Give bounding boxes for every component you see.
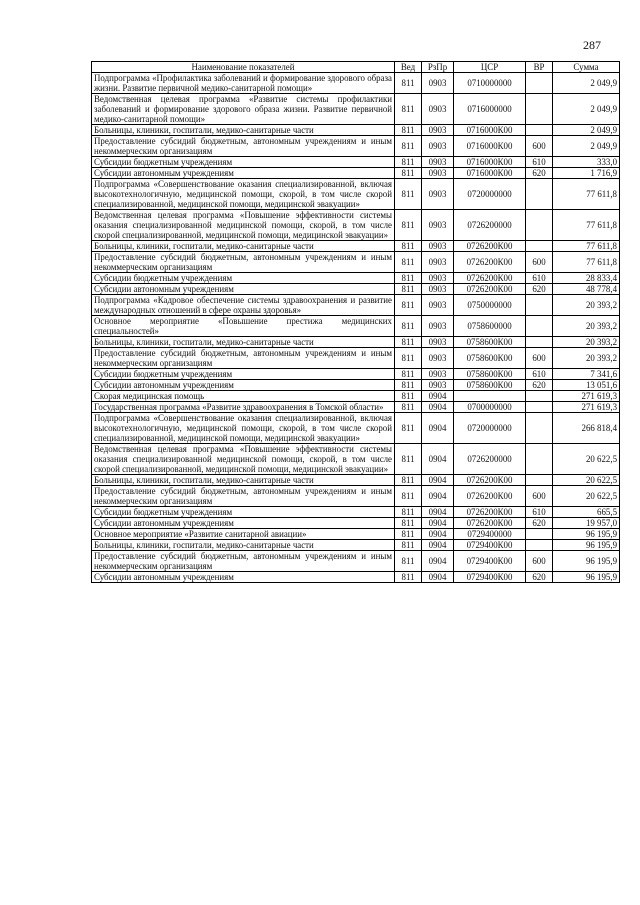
row-name: Ведомственная целевая программа «Повышение эффективности системы оказания специализированной медицинской помощи, скорой, в том числе скорой специализированной, медицинской помощи, медицинской эвакуации» xyxy=(92,444,395,475)
row-rzpr: 0904 xyxy=(422,540,454,551)
row-csr xyxy=(454,391,526,402)
row-sum: 2 049,9 xyxy=(553,125,620,136)
page-number: 287 xyxy=(583,38,601,52)
table-row xyxy=(92,94,620,125)
row-csr: 0720000000 xyxy=(454,413,526,444)
row-csr: 0716000К00 xyxy=(454,157,526,168)
row-vr: 620 xyxy=(526,168,553,179)
row-name: Субсидии автономным учреждениям xyxy=(92,572,395,583)
table-row xyxy=(92,168,620,179)
row-csr: 0720000000 xyxy=(454,179,526,210)
row-vr: 620 xyxy=(526,380,553,391)
row-vr xyxy=(526,179,553,210)
row-vr: 620 xyxy=(526,518,553,529)
table-row xyxy=(92,572,620,583)
row-sum: 1 716,9 xyxy=(553,168,620,179)
row-ved: 811 xyxy=(395,551,422,572)
row-ved: 811 xyxy=(395,316,422,337)
row-sum: 20 622,5 xyxy=(553,475,620,486)
row-vr: 600 xyxy=(526,348,553,369)
row-name: Предоставление субсидий бюджетным, автономным учреждениям и иным некоммерческим организациям xyxy=(92,486,395,507)
row-csr: 0726200К00 xyxy=(454,241,526,252)
row-vr xyxy=(526,210,553,241)
row-sum: 7 341,6 xyxy=(553,369,620,380)
row-sum: 20 393,2 xyxy=(553,295,620,316)
row-sum: 77 611,8 xyxy=(553,210,620,241)
row-vr: 600 xyxy=(526,551,553,572)
row-csr: 0726200К00 xyxy=(454,475,526,486)
header-rzpr: РзПр xyxy=(422,62,454,73)
table-row xyxy=(92,73,620,94)
row-rzpr: 0903 xyxy=(422,284,454,295)
row-name: Предоставление субсидий бюджетным, автономным учреждениям и иным некоммерческим организациям xyxy=(92,136,395,157)
row-sum: 20 393,2 xyxy=(553,337,620,348)
row-csr: 0758600К00 xyxy=(454,369,526,380)
row-vr: 610 xyxy=(526,369,553,380)
row-rzpr: 0903 xyxy=(422,210,454,241)
row-rzpr: 0903 xyxy=(422,94,454,125)
row-ved: 811 xyxy=(395,252,422,273)
row-sum: 20 393,2 xyxy=(553,348,620,369)
row-vr: 610 xyxy=(526,507,553,518)
row-name: Субсидии бюджетным учреждениям xyxy=(92,157,395,168)
row-rzpr: 0903 xyxy=(422,73,454,94)
row-name: Подпрограмма «Профилактика заболеваний и формирование здорового образа жизни. Развитие первичной медико-санитарной помощи» xyxy=(92,73,395,94)
row-sum: 2 049,9 xyxy=(553,136,620,157)
row-csr: 0729400000 xyxy=(454,529,526,540)
row-ved: 811 xyxy=(395,391,422,402)
row-vr xyxy=(526,402,553,413)
row-vr xyxy=(526,475,553,486)
row-sum: 20 393,2 xyxy=(553,316,620,337)
row-csr: 0700000000 xyxy=(454,402,526,413)
row-sum: 48 778,4 xyxy=(553,284,620,295)
row-ved: 811 xyxy=(395,94,422,125)
row-sum: 271 619,3 xyxy=(553,391,620,402)
row-name: Подпрограмма «Кадровое обеспечение системы здравоохранения и развитие международных отношений в сфере охраны здоровья» xyxy=(92,295,395,316)
row-sum: 20 622,5 xyxy=(553,486,620,507)
row-rzpr: 0903 xyxy=(422,168,454,179)
row-rzpr: 0904 xyxy=(422,391,454,402)
row-rzpr: 0904 xyxy=(422,572,454,583)
row-name: Скорая медицинская помощь xyxy=(92,391,395,402)
row-rzpr: 0903 xyxy=(422,157,454,168)
row-name: Больницы, клиники, госпитали, медико-санитарные части xyxy=(92,241,395,252)
row-csr: 0726200К00 xyxy=(454,507,526,518)
row-name: Предоставление субсидий бюджетным, автономным учреждениям и иным некоммерческим организациям xyxy=(92,551,395,572)
row-ved: 811 xyxy=(395,444,422,475)
row-rzpr: 0904 xyxy=(422,402,454,413)
row-rzpr: 0903 xyxy=(422,380,454,391)
row-sum: 28 833,4 xyxy=(553,273,620,284)
row-csr: 0726200К00 xyxy=(454,252,526,273)
row-sum: 266 818,4 xyxy=(553,413,620,444)
row-name: Больницы, клиники, госпитали, медико-санитарные части xyxy=(92,125,395,136)
row-vr xyxy=(526,316,553,337)
table-row xyxy=(92,391,620,402)
row-rzpr: 0903 xyxy=(422,241,454,252)
row-csr: 0726200К00 xyxy=(454,273,526,284)
row-ved: 811 xyxy=(395,475,422,486)
table-body xyxy=(92,73,620,583)
row-ved: 811 xyxy=(395,540,422,551)
row-name: Предоставление субсидий бюджетным, автономным учреждениям и иным некоммерческим организациям xyxy=(92,348,395,369)
row-vr xyxy=(526,444,553,475)
row-rzpr: 0903 xyxy=(422,295,454,316)
header-name: Наименование показателей xyxy=(92,62,395,73)
row-ved: 811 xyxy=(395,486,422,507)
row-rzpr: 0904 xyxy=(422,413,454,444)
row-ved: 811 xyxy=(395,284,422,295)
row-name: Основное мероприятие «Развитие санитарной авиации» xyxy=(92,529,395,540)
row-rzpr: 0904 xyxy=(422,529,454,540)
row-csr: 0758600К00 xyxy=(454,348,526,369)
row-name: Подпрограмма «Совершенствование оказания специализированной, включая высокотехнологичную, медицинской помощи, скорой, в том числе скорой специализированной, медицинской помощи, медицинской эвакуации» xyxy=(92,413,395,444)
row-vr: 600 xyxy=(526,136,553,157)
table-row xyxy=(92,136,620,157)
row-name: Государственная программа «Развитие здравоохранения в Томской области» xyxy=(92,402,395,413)
row-ved: 811 xyxy=(395,337,422,348)
header-csr: ЦСР xyxy=(454,62,526,73)
row-name: Больницы, клиники, госпитали, медико-санитарные части xyxy=(92,475,395,486)
table-row xyxy=(92,241,620,252)
table-row xyxy=(92,273,620,284)
header-ved: Вед xyxy=(395,62,422,73)
row-rzpr: 0903 xyxy=(422,316,454,337)
row-sum: 77 611,8 xyxy=(553,241,620,252)
table-header-row xyxy=(92,62,620,73)
row-vr xyxy=(526,241,553,252)
row-name: Ведомственная целевая программа «Развитие системы профилактики заболеваний и формирование здорового образа жизни. Развитие первичной медико-санитарной помощи» xyxy=(92,94,395,125)
row-rzpr: 0903 xyxy=(422,337,454,348)
row-vr xyxy=(526,125,553,136)
row-vr xyxy=(526,337,553,348)
row-vr xyxy=(526,540,553,551)
row-sum: 77 611,8 xyxy=(553,179,620,210)
header-vr: ВР xyxy=(526,62,553,73)
table-row xyxy=(92,316,620,337)
row-csr: 0716000К00 xyxy=(454,125,526,136)
row-sum: 333,0 xyxy=(553,157,620,168)
row-rzpr: 0904 xyxy=(422,507,454,518)
row-sum: 96 195,9 xyxy=(553,540,620,551)
row-csr: 0729400К00 xyxy=(454,572,526,583)
table-row xyxy=(92,157,620,168)
row-rzpr: 0903 xyxy=(422,179,454,210)
row-ved: 811 xyxy=(395,136,422,157)
row-csr: 0750000000 xyxy=(454,295,526,316)
table-row xyxy=(92,540,620,551)
row-sum: 19 957,0 xyxy=(553,518,620,529)
row-ved: 811 xyxy=(395,507,422,518)
row-vr: 620 xyxy=(526,284,553,295)
row-rzpr: 0904 xyxy=(422,518,454,529)
row-vr: 610 xyxy=(526,157,553,168)
row-name: Субсидии бюджетным учреждениям xyxy=(92,369,395,380)
row-csr: 0726200К00 xyxy=(454,518,526,529)
row-ved: 811 xyxy=(395,380,422,391)
row-ved: 811 xyxy=(395,210,422,241)
row-rzpr: 0904 xyxy=(422,551,454,572)
row-vr xyxy=(526,529,553,540)
row-vr: 620 xyxy=(526,572,553,583)
row-vr: 600 xyxy=(526,486,553,507)
row-rzpr: 0903 xyxy=(422,348,454,369)
row-csr: 0710000000 xyxy=(454,73,526,94)
row-ved: 811 xyxy=(395,157,422,168)
row-sum: 13 051,6 xyxy=(553,380,620,391)
table-row xyxy=(92,210,620,241)
row-rzpr: 0904 xyxy=(422,444,454,475)
table-row xyxy=(92,444,620,475)
row-vr: 610 xyxy=(526,273,553,284)
row-sum: 20 622,5 xyxy=(553,444,620,475)
table-row xyxy=(92,348,620,369)
row-name: Подпрограмма «Совершенствование оказания специализированной, включая высокотехнологичную, медицинской помощи, скорой, в том числе скорой специализированной, медицинской помощи, медицинской эвакуации» xyxy=(92,179,395,210)
row-vr xyxy=(526,94,553,125)
row-ved: 811 xyxy=(395,518,422,529)
row-sum: 96 195,9 xyxy=(553,551,620,572)
row-name: Субсидии автономным учреждениям xyxy=(92,518,395,529)
table-row xyxy=(92,179,620,210)
row-ved: 811 xyxy=(395,402,422,413)
table-row xyxy=(92,380,620,391)
row-sum: 665,5 xyxy=(553,507,620,518)
row-name: Больницы, клиники, госпитали, медико-санитарные части xyxy=(92,540,395,551)
header-sum: Сумма xyxy=(553,62,620,73)
row-vr xyxy=(526,413,553,444)
row-name: Больницы, клиники, госпитали, медико-санитарные части xyxy=(92,337,395,348)
row-rzpr: 0903 xyxy=(422,125,454,136)
row-sum: 2 049,9 xyxy=(553,73,620,94)
row-vr xyxy=(526,73,553,94)
row-ved: 811 xyxy=(395,295,422,316)
row-rzpr: 0904 xyxy=(422,486,454,507)
row-ved: 811 xyxy=(395,241,422,252)
row-csr: 0726200000 xyxy=(454,210,526,241)
table-row xyxy=(92,551,620,572)
table-row xyxy=(92,402,620,413)
row-rzpr: 0903 xyxy=(422,252,454,273)
row-sum: 96 195,9 xyxy=(553,529,620,540)
row-vr xyxy=(526,295,553,316)
table-row xyxy=(92,486,620,507)
budget-table xyxy=(91,61,620,583)
row-ved: 811 xyxy=(395,168,422,179)
row-ved: 811 xyxy=(395,73,422,94)
table-row xyxy=(92,529,620,540)
row-csr: 0758600000 xyxy=(454,316,526,337)
row-name: Субсидии автономным учреждениям xyxy=(92,168,395,179)
row-sum: 271 619,3 xyxy=(553,402,620,413)
row-csr: 0729400К00 xyxy=(454,551,526,572)
row-vr: 600 xyxy=(526,252,553,273)
row-csr: 0716000К00 xyxy=(454,136,526,157)
row-rzpr: 0903 xyxy=(422,273,454,284)
row-ved: 811 xyxy=(395,529,422,540)
row-ved: 811 xyxy=(395,125,422,136)
row-csr: 0716000К00 xyxy=(454,168,526,179)
row-name: Субсидии бюджетным учреждениям xyxy=(92,273,395,284)
row-rzpr: 0903 xyxy=(422,136,454,157)
row-name: Предоставление субсидий бюджетным, автономным учреждениям и иным некоммерческим организациям xyxy=(92,252,395,273)
row-csr: 0758600К00 xyxy=(454,380,526,391)
row-ved: 811 xyxy=(395,273,422,284)
table-row xyxy=(92,369,620,380)
row-csr: 0758600К00 xyxy=(454,337,526,348)
row-rzpr: 0904 xyxy=(422,475,454,486)
row-ved: 811 xyxy=(395,572,422,583)
row-csr: 0726200000 xyxy=(454,444,526,475)
row-name: Субсидии бюджетным учреждениям xyxy=(92,507,395,518)
row-name: Субсидии автономным учреждениям xyxy=(92,284,395,295)
row-csr: 0716000000 xyxy=(454,94,526,125)
row-sum: 2 049,9 xyxy=(553,94,620,125)
table-row xyxy=(92,125,620,136)
row-csr: 0726200К00 xyxy=(454,486,526,507)
row-ved: 811 xyxy=(395,413,422,444)
table-row xyxy=(92,475,620,486)
table-row xyxy=(92,337,620,348)
table-row xyxy=(92,295,620,316)
row-ved: 811 xyxy=(395,179,422,210)
row-name: Субсидии автономным учреждениям xyxy=(92,380,395,391)
row-vr xyxy=(526,391,553,402)
row-name: Основное мероприятие «Повышение престижа медицинских специальностей» xyxy=(92,316,395,337)
row-rzpr: 0903 xyxy=(422,369,454,380)
row-name: Ведомственная целевая программа «Повышение эффективности системы оказания специализированной медицинской помощи, скорой, в том числе скорой специализированной, медицинской помощи, медицинской эвакуации» xyxy=(92,210,395,241)
row-csr: 0729400К00 xyxy=(454,540,526,551)
row-sum: 96 195,9 xyxy=(553,572,620,583)
table-row xyxy=(92,413,620,444)
row-ved: 811 xyxy=(395,348,422,369)
table-row xyxy=(92,518,620,529)
table-row xyxy=(92,507,620,518)
table-row xyxy=(92,284,620,295)
row-sum: 77 611,8 xyxy=(553,252,620,273)
row-ved: 811 xyxy=(395,369,422,380)
row-csr: 0726200К00 xyxy=(454,284,526,295)
table-row xyxy=(92,252,620,273)
